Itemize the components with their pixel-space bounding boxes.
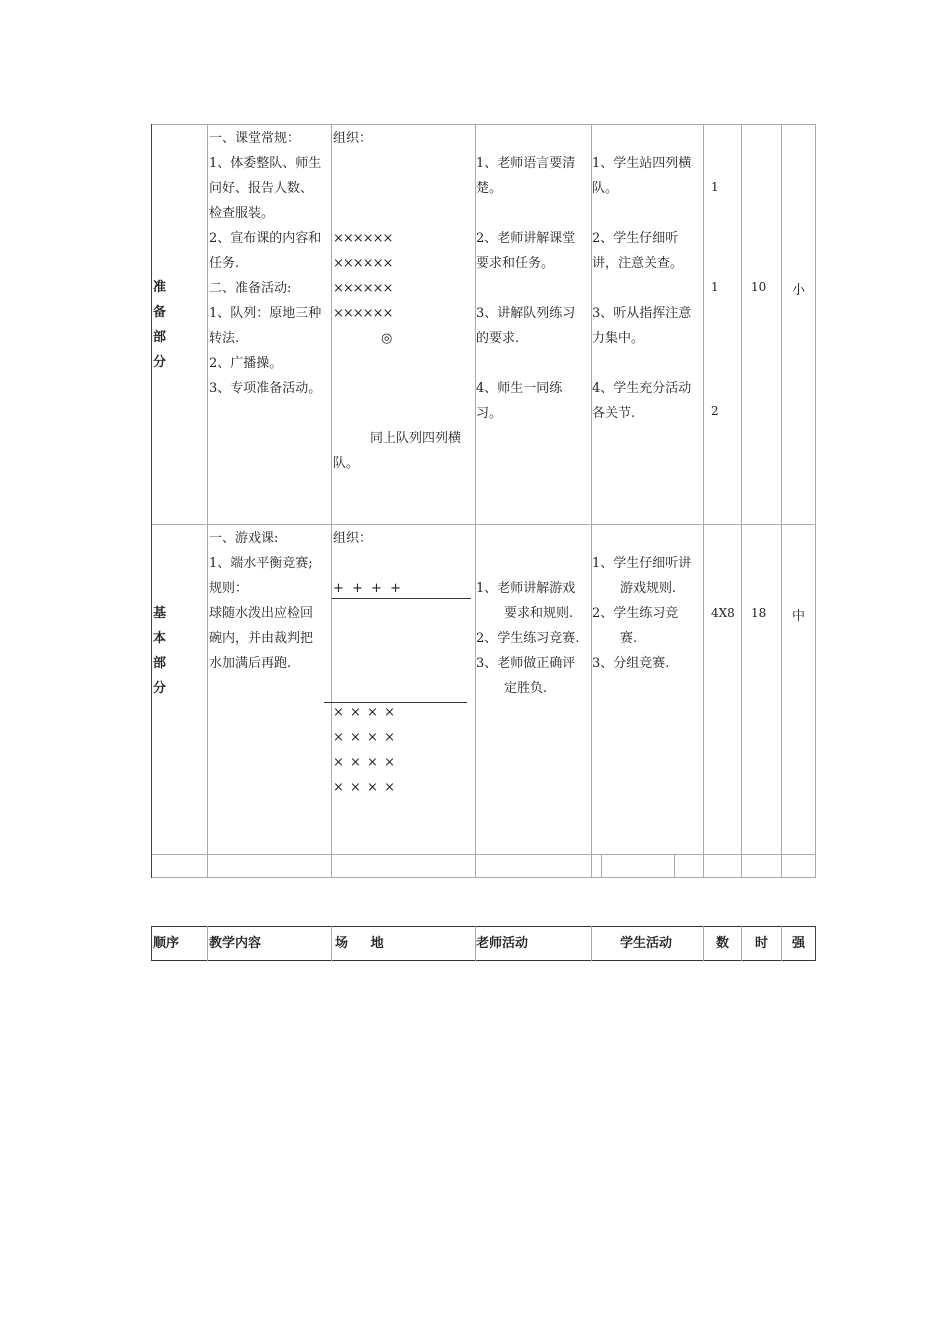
- prep-content: [209, 126, 321, 401]
- venue-note-line: 队。: [333, 456, 360, 471]
- teacher-line: [476, 201, 575, 226]
- student-line: [592, 201, 691, 226]
- basic-venue-title: [333, 526, 372, 551]
- teacher-line: [476, 351, 575, 376]
- prep-venue-note: [333, 426, 461, 476]
- label-char: 本: [153, 631, 167, 646]
- teacher-line: 楚。: [476, 181, 503, 196]
- column-divider: [601, 854, 602, 878]
- basic-cross-rows: [333, 700, 395, 800]
- content-line: 水加满后再跑.: [209, 656, 292, 671]
- column-divider: [151, 926, 152, 961]
- student-line: 1、学生仔细听讲: [592, 556, 692, 571]
- prep-count: 1: [711, 280, 719, 294]
- basic-intensity: 中: [792, 609, 806, 624]
- header-intensity: 强: [792, 936, 806, 951]
- column-divider: [741, 926, 742, 961]
- label-char: 分: [153, 355, 167, 370]
- content-line: 问好、报告人数、: [209, 181, 314, 196]
- teacher-line: 1、老师讲解游戏: [476, 581, 576, 596]
- content-line: 一、游戏课:: [209, 531, 279, 546]
- student-line: 游戏规则.: [620, 581, 677, 596]
- basic-content: [209, 526, 313, 676]
- column-divider: [591, 926, 592, 961]
- teacher-line: 1、老师语言要清: [476, 156, 576, 171]
- column-divider: [815, 124, 816, 878]
- content-line: 1、体委整队、师生: [209, 156, 322, 171]
- header-content: 教学内容: [209, 936, 262, 951]
- header-venue: 场 地: [335, 936, 384, 951]
- basic-student-activity: [592, 551, 691, 676]
- basic-time: 18: [751, 606, 767, 620]
- column-divider: [151, 124, 152, 878]
- column-divider: [781, 124, 782, 878]
- student-line: 3、听从指挥注意: [592, 306, 692, 321]
- formation-row: ××××××: [333, 256, 393, 271]
- column-divider: [741, 124, 742, 878]
- teacher-line: 要求和任务。: [476, 256, 555, 271]
- teacher-line: 3、讲解队列练习: [476, 306, 576, 321]
- content-line: 3、专项准备活动。: [209, 381, 322, 396]
- content-line: 检查服装。: [209, 206, 275, 221]
- header-count: 数: [716, 936, 730, 951]
- column-divider: [703, 926, 704, 961]
- content-line: 转法.: [209, 331, 240, 346]
- table-border-top: [151, 124, 816, 125]
- teacher-line: 要求和规则.: [504, 606, 574, 621]
- label-char: 部: [153, 330, 167, 345]
- column-divider: [207, 124, 208, 878]
- player-row: × × × ×: [333, 755, 395, 770]
- formation-row: ××××××: [333, 281, 393, 296]
- venue-title: 组织：: [333, 131, 373, 146]
- content-line: 二、准备活动:: [209, 281, 292, 296]
- content-line: 碗内，并由裁判把: [209, 631, 314, 646]
- student-line: 1、学生站四列横: [592, 156, 692, 171]
- student-line: 各关节.: [592, 406, 636, 421]
- column-divider: [781, 926, 782, 961]
- label-char: 分: [153, 681, 167, 696]
- start-line: [332, 598, 471, 599]
- content-line: 1、队列：原地三种: [209, 306, 322, 321]
- content-line: 一、课堂常规：: [209, 131, 301, 146]
- student-line: 队。: [592, 181, 619, 196]
- student-line: 讲，注意关查。: [592, 256, 684, 271]
- player-row: + + + +: [333, 581, 401, 596]
- student-line: [592, 351, 691, 376]
- content-line: 1、端水平衡竞赛;: [209, 556, 313, 571]
- column-divider: [703, 124, 704, 878]
- header-teacher: 老师活动: [476, 936, 529, 951]
- column-divider: [331, 124, 332, 878]
- teacher-line: 4、师生一同练: [476, 381, 563, 396]
- header-border-bottom: [151, 960, 816, 961]
- teacher-line: 习。: [476, 406, 503, 421]
- teacher-line: 3、老师做正确评: [476, 656, 576, 671]
- row-divider: [151, 524, 816, 525]
- content-line: 规则：: [209, 581, 249, 596]
- formation-row: ××××××: [333, 306, 393, 321]
- basic-teacher-activity: [476, 576, 579, 701]
- teacher-line: 2、学生练习竞赛.: [476, 631, 580, 646]
- header-order: 顺序: [153, 936, 180, 951]
- prep-formation: [333, 226, 392, 326]
- basic-count: 4X8: [711, 606, 735, 620]
- student-line: 2、学生练习竞: [592, 606, 679, 621]
- teacher-line: 2、老师讲解课堂: [476, 231, 576, 246]
- content-line: 球随水泼出应检回: [209, 606, 314, 621]
- student-line: 2、学生仔细听: [592, 231, 679, 246]
- teacher-line: 定胜负.: [504, 681, 548, 696]
- prep-intensity: 小: [792, 283, 806, 298]
- player-row: × × × ×: [333, 705, 395, 720]
- column-divider: [815, 926, 816, 961]
- prep-time: 10: [751, 280, 767, 294]
- prep-venue-title: [333, 126, 372, 151]
- prep-student-activity: [592, 151, 691, 426]
- prep-section-label: [153, 275, 169, 375]
- content-line: 2、宣布课的内容和: [209, 231, 322, 246]
- header-student: 学生活动: [620, 936, 673, 951]
- student-line: 4、学生充分活动: [592, 381, 692, 396]
- teacher-line: [476, 276, 575, 301]
- label-char: 基: [153, 606, 167, 621]
- column-divider: [331, 926, 332, 961]
- teacher-line: 的要求.: [476, 331, 520, 346]
- header-border-top: [151, 926, 816, 927]
- teacher-position-mark: [381, 326, 392, 351]
- row-divider: [151, 854, 816, 855]
- table-border-bottom: [151, 877, 816, 878]
- prep-teacher-activity: [476, 151, 575, 426]
- header-time: 时: [755, 936, 769, 951]
- student-line: 力集中。: [592, 331, 645, 346]
- content-line: 任务.: [209, 256, 240, 271]
- label-char: 备: [153, 305, 167, 320]
- teacher-mark: ◎: [381, 331, 393, 346]
- content-line: 2、广播操。: [209, 356, 283, 371]
- label-char: 部: [153, 656, 167, 671]
- player-row: × × × ×: [333, 780, 395, 795]
- column-divider: [674, 854, 675, 878]
- student-line: [592, 276, 691, 301]
- student-line: 3、分组竞赛.: [592, 656, 670, 671]
- venue-title: 组织：: [333, 531, 373, 546]
- prep-count: 2: [711, 404, 719, 418]
- prep-count: 1: [711, 180, 719, 194]
- label-char: 准: [153, 280, 167, 295]
- venue-note-line: 同上队列四列横: [370, 431, 462, 446]
- formation-row: ××××××: [333, 231, 393, 246]
- column-divider: [207, 926, 208, 961]
- player-row: × × × ×: [333, 730, 395, 745]
- basic-section-label: [153, 601, 169, 701]
- student-line: 赛.: [620, 631, 638, 646]
